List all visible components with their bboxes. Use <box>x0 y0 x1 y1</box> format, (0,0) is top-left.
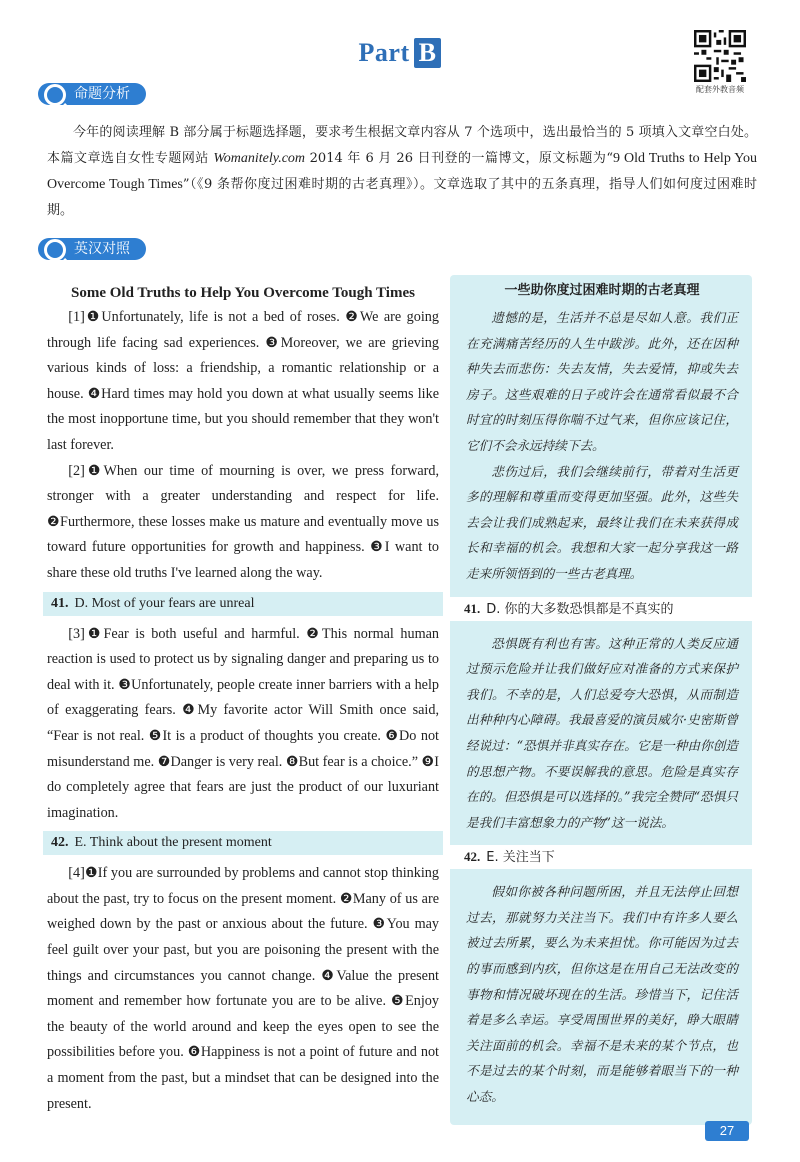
english-heading-42 <box>43 831 443 855</box>
heading-41-number: 41. <box>51 595 69 611</box>
zh-heading-42-number: 42. <box>464 849 481 865</box>
intro-text-3: ”（《9 条帮你度过困难时期的古老真理》）。文章选取了其中的五条真理，指导人们如何度过困难时期。 <box>47 177 758 218</box>
magnifier-icon <box>44 239 66 261</box>
zh-heading-41-text: D. 你的大多数恐惧都是不真实的 <box>486 601 674 617</box>
part-title <box>0 38 800 68</box>
part-word: Part <box>358 38 410 67</box>
english-para-2: [2]❶When our time of mourning is over, we press forward, stronger with a greater understanding and respect for life. ❷Furthermore, these losses make us mature and eventually move us toward future opportunities for growth and happiness. ❸I want to share these old truths I've learned along the way. <box>47 462 439 581</box>
english-heading-41 <box>43 592 443 616</box>
chinese-heading-41 <box>450 593 752 625</box>
english-para-3: [3]❶Fear is both useful and harmful. ❷This normal human reaction is used to protect us by signaling danger and preparing us to deal with it. ❸Unfortunately, people create inner barriers with a help of exaggerating fears. ❹My favorite actor Will Smith once said, “Fear is not real. ❺It is a product of thoughts you create. ❻Do not misunderstand me. ❼Danger is very real. ❽But fear is a choice.” ❾I do completely agree that fears are just the product of our luxuriant imagination. <box>47 625 439 821</box>
intro-source: Womanitely.com <box>213 151 306 166</box>
section-pill-compare <box>38 238 146 260</box>
heading-41-text: D. Most of your fears are unreal <box>74 595 255 611</box>
section-pill-analysis <box>38 83 146 105</box>
heading-42-number: 42. <box>51 835 69 851</box>
intro-text-2: 2014 年 6 月 26 日刊登的一篇博文，原文标题为“ <box>305 151 613 166</box>
part-letter-badge: B <box>414 38 442 68</box>
english-para-1: [1]❶Unfortunately, life is not a bed of roses. ❷We are going through life facing sad experiences. ❸Moreover, we are grieving various kinds of loss: a friendship, a romantic relationship or a house. ❹Hard times may hold you down at what usually seems like the most inopportune time, but you should remember that they won't last forever. <box>47 309 439 453</box>
page-number: 27 <box>705 1121 749 1141</box>
zh-heading-42-text: E. 关注当下 <box>486 850 555 866</box>
chinese-column <box>450 275 752 1125</box>
chinese-para-4: 假如你被各种问题所困，并且无法停止回想过去，那就努力关注当下。我们中有许多人要么被过去所累，要么为未来担忧。你可能因为过去的事而感到内疚，但你这是在用自己无法改变的事物和情况破坏现在的生活。珍惜当下，记住活着是多么幸运。享受周围世界的美好，睁大眼睛关注面前的机会。幸福不是未来的某个节点，也不是过去的某个时刻，而是能够着眼当下的一种心态。 <box>466 884 738 1105</box>
heading-42-text: E. Think about the present moment <box>74 835 272 851</box>
chinese-para-3: 恐惧既有利也有害。这种正常的人类反应通过预示危险并让我们做好应对准备的方式来保护我们。不幸的是，人们总爱夸大恐惧，从而制造出种种内心障碍。我最喜爱的演员威尔·史密斯曾经说过：“恐惧并非真实存在。它是一种由你创造的思想产物。不要误解我的意思。危险是真实存在的。但恐惧是可以选择的。”我完全赞同“恐惧只是我们丰富想象力的产物”这一说法。 <box>466 635 738 830</box>
english-column <box>47 283 439 1117</box>
english-title: Some Old Truths to Help You Overcome Tough Times <box>71 285 415 301</box>
section-title-analysis: 命题分析 <box>74 86 130 102</box>
intro-original-title: 9 Old Truths to Help You Overcome Tough Times <box>47 151 757 192</box>
chinese-title: 一些助你度过困难时期的古老真理 <box>504 283 700 298</box>
qr-label: 配套外教音频 <box>696 85 744 94</box>
chinese-heading-42 <box>450 841 752 873</box>
intro-text-1: 今年的阅读理解 B 部分属于标题选择题，要求考生根据文章内容从 7 个选项中，选出最恰当的 5 项填入文章空白处。本篇文章选自女性专题网站 <box>47 125 757 166</box>
section-title-compare: 英汉对照 <box>74 241 130 257</box>
chinese-para-2: 悲伤过后，我们会继续前行，带着对生活更多的理解和尊重而变得更加坚强。此外，这些失去会让我们成熟起来，最终让我们在未来获得成长和幸福的机会。我想和大家一起分享我这一路走来所领悟到的一些古老真理。 <box>466 463 738 581</box>
intro-paragraph <box>47 120 757 224</box>
english-para-4: [4]❶If you are surrounded by problems and cannot stop thinking about the past, try to focus on the present moment. ❷Many of us are weighed down by the past or anxious about the future. ❸You may feel guilt over your past, but you are poisoning the present with the things and circumstances you cannot change. ❹Value the present moment and remember how fortunate you are to be alive. ❺Enjoy the beauty of the world around and keep the eyes open to see the possibilities before you. ❻Happiness is not a point of future and not a moment from the past, but a mindset that can be designed into the present. <box>47 865 439 1112</box>
chinese-para-1: 遗憾的是，生活并不总是尽如人意。我们正在充满痛苦经历的人生中跋涉。此外，还在因种种失去而悲伤：失去友情，失去爱情，抑或失去房子。这些艰难的日子或许会在通常看似最不合时宜的时刻压得你喘不过气来，但你应该记住，它们不会永远持续下去。 <box>466 310 738 453</box>
zh-heading-41-number: 41. <box>464 600 481 616</box>
qr-code-icon[interactable] <box>694 30 746 82</box>
magnifier-icon <box>44 84 66 106</box>
